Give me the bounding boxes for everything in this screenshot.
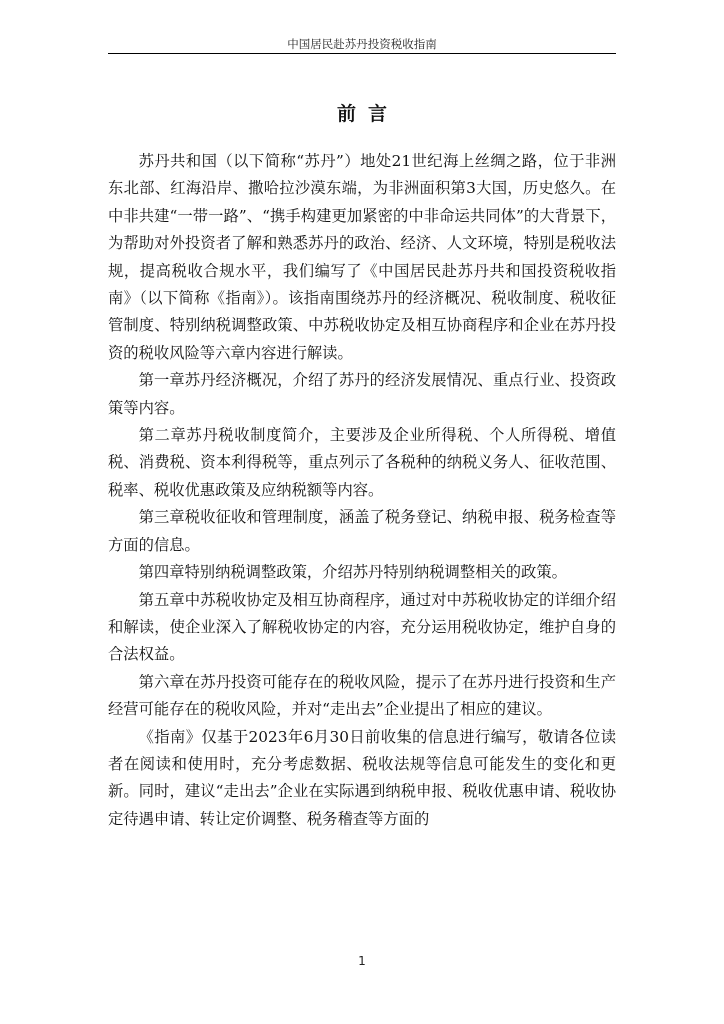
page-title: 前言 — [336, 103, 399, 125]
paragraph: 苏丹共和国（以下简称“苏丹”）地处21世纪海上丝绸之路，位于非洲东北部、红海沿岸、撒哈拉沙漠东端，为非洲面积第3大国，历史悠久。在中非共建“一带一路”、“携手构建更加紧密的中非命运共同体”的大背景下，为帮助对外投资者了解和熟悉苏丹的政治、经济、人文环境，特别是税收法规，提高税收合规水平，我们编写了《中国居民赴苏丹共和国投资税收指南》（以下简称《指南》）。该指南围绕苏丹的经济概况、税收制度、税收征管制度、特别纳税调整政策、中苏税收协定及相互协商程序和企业在苏丹投资的税收风险等六章内容进行解读。 — [108, 152, 616, 362]
paragraph: 《指南》仅基于2023年6月30日前收集的信息进行编写，敬请各位读者在阅读和使用时，充分考虑数据、税收法规等信息可能发生的变化和更新。同时，建议“走出去”企业在实际遇到纳税申报、税收优惠申请、税收协定待遇申请、转让定价调整、税务稽查等方面的 — [108, 727, 616, 828]
header-rule — [108, 53, 616, 54]
paragraph: 第五章中苏税收协定及相互协商程序，通过对中苏税收协定的详细介绍和解读，使企业深入了解税收协定的内容，充分运用税收协定，维护自身的合法权益。 — [108, 590, 616, 664]
page-number: 1 — [358, 954, 366, 968]
paragraph: 第四章特别纳税调整政策，介绍苏丹特别纳税调整相关的政策。 — [138, 563, 567, 582]
paragraph: 第三章税收征收和管理制度，涵盖了税务登记、纳税申报、税务检查等方面的信息。 — [108, 508, 616, 554]
paragraph: 第二章苏丹税收制度简介，主要涉及企业所得税、个人所得税、增值税、消费税、资本利得税等，重点列示了各税种的纳税义务人、征收范围、税率、税收优惠政策及应纳税额等内容。 — [108, 426, 616, 499]
paragraph: 第一章苏丹经济概况，介绍了苏丹的经济发展情况、重点行业、投资政策等内容。 — [108, 371, 616, 417]
paragraph: 第六章在苏丹投资可能存在的税收风险，提示了在苏丹进行投资和生产经营可能存在的税收风险，并对“走出去”企业提出了相应的建议。 — [108, 672, 616, 719]
body-text — [108, 148, 616, 833]
running-header: 中国居民赴苏丹投资税收指南 — [287, 37, 437, 51]
